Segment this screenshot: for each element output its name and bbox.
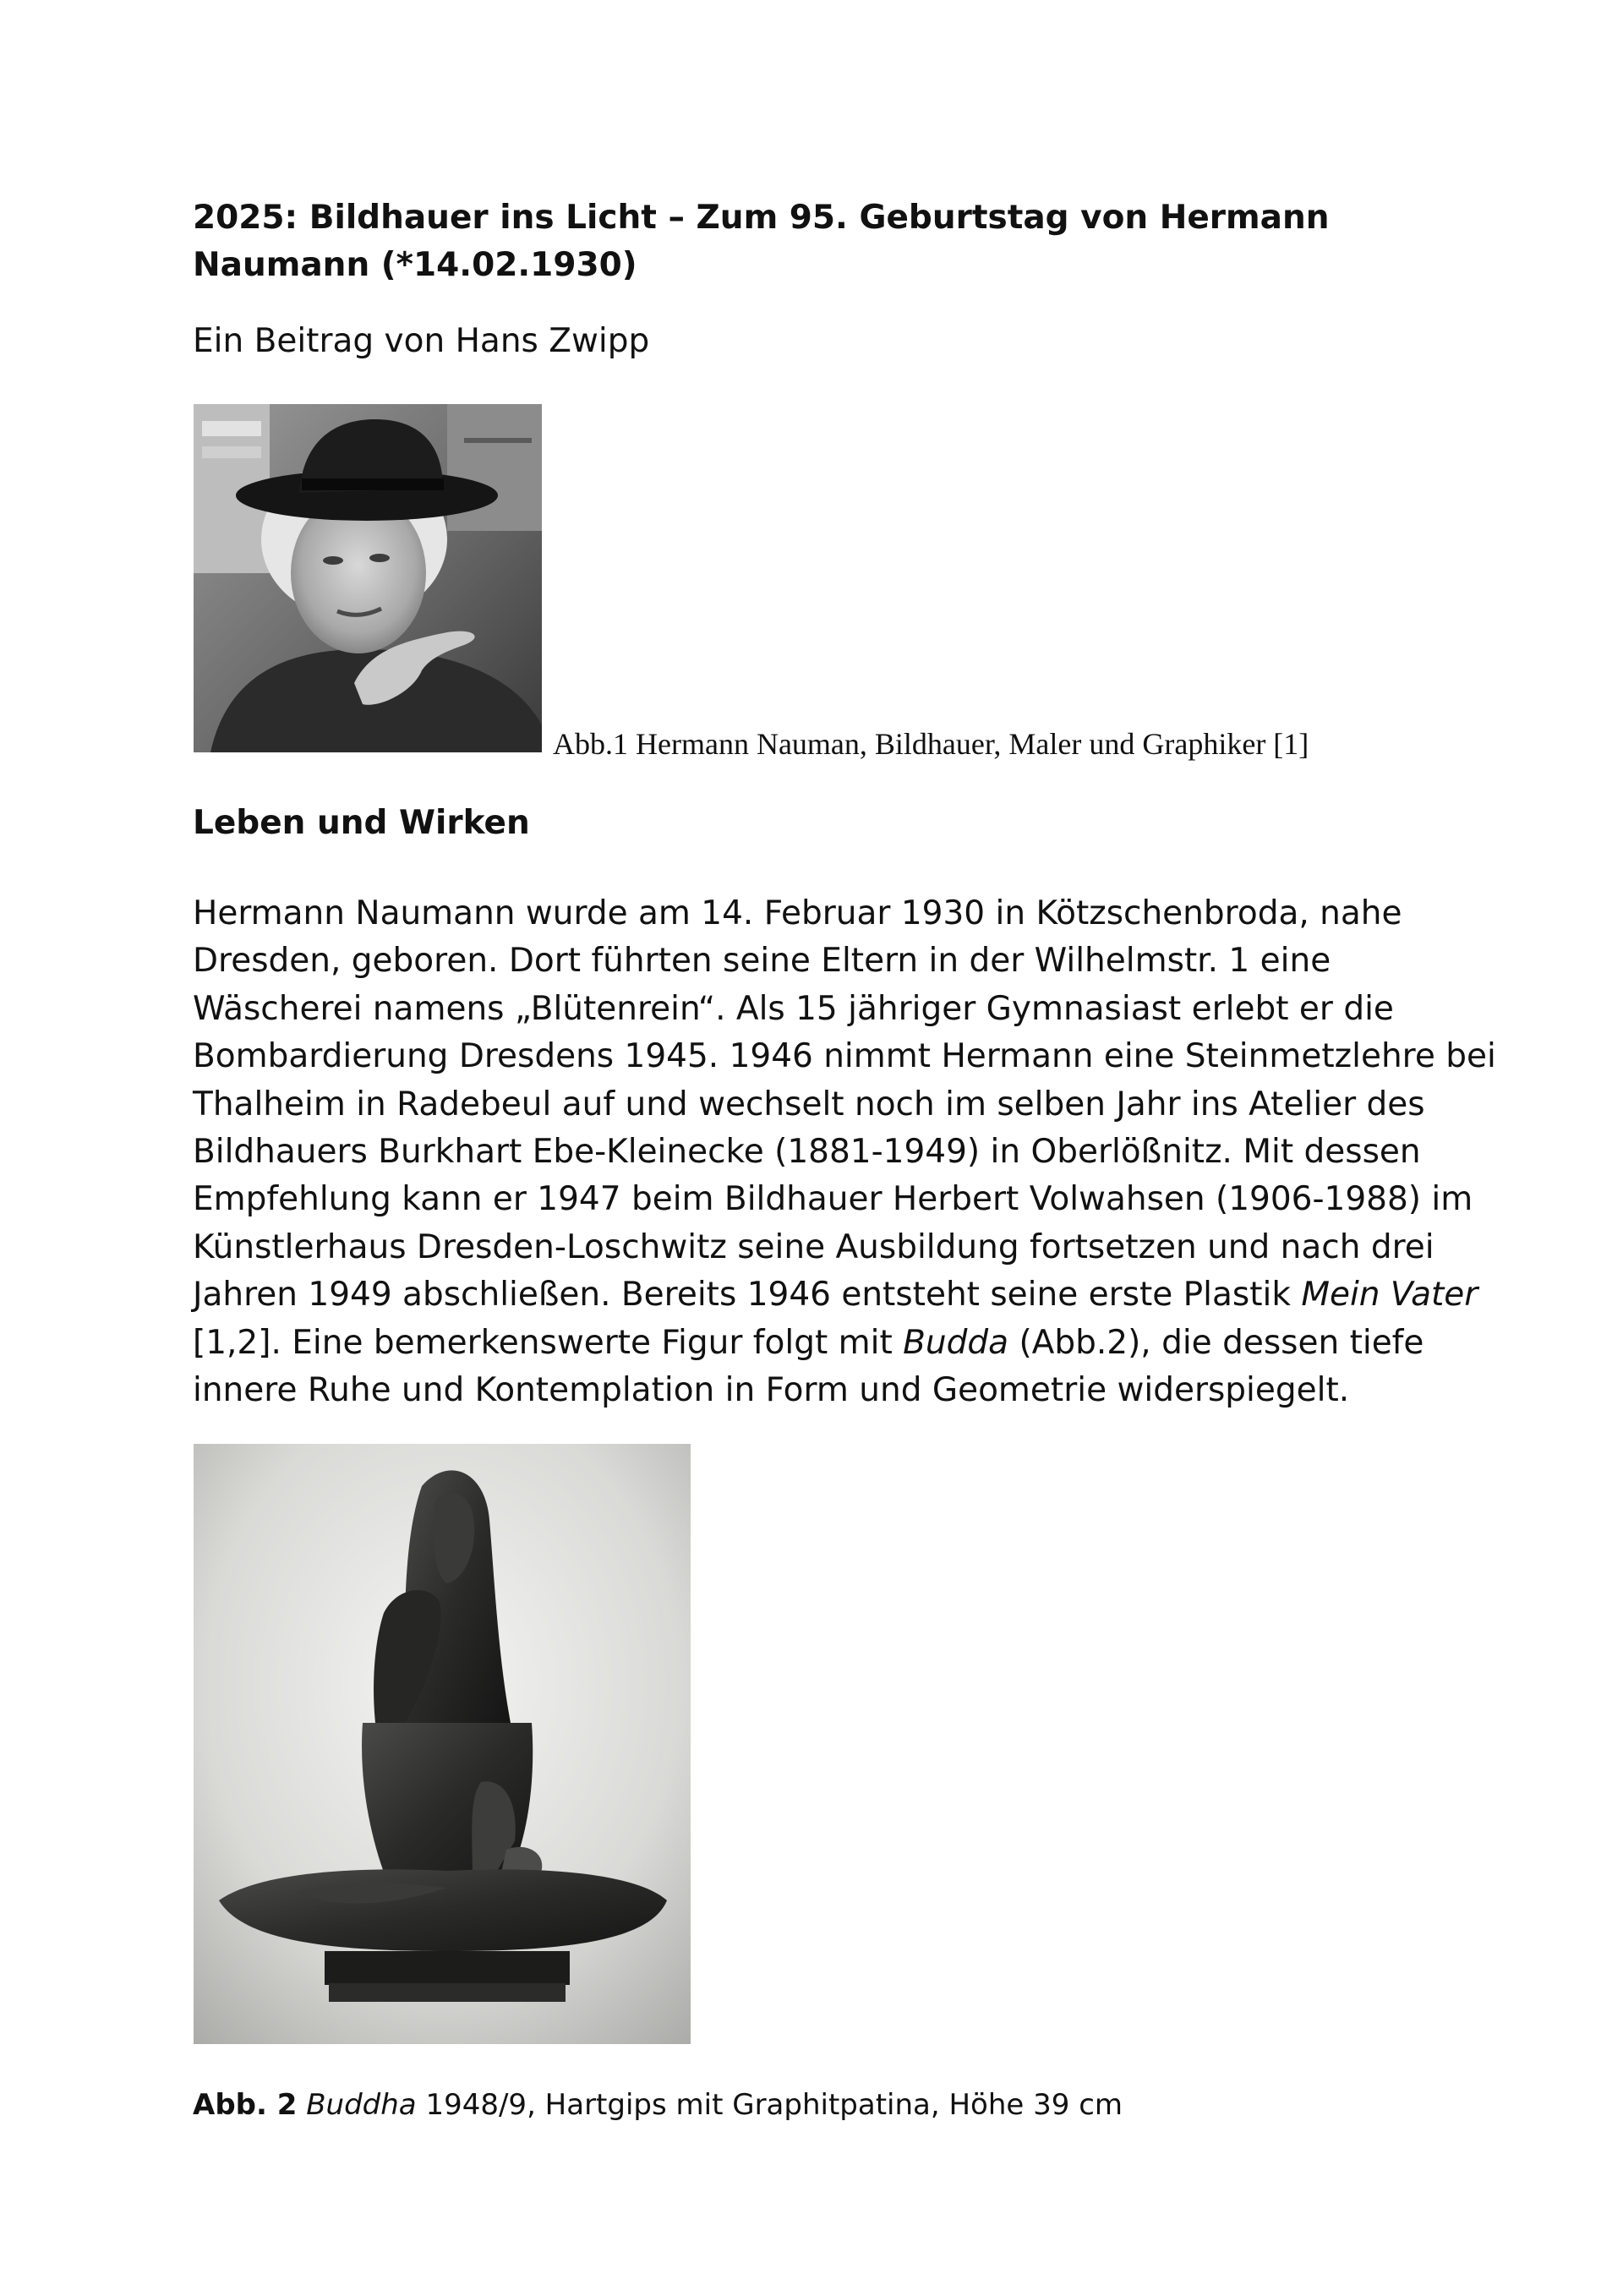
sculpture-photo: [194, 1444, 691, 2044]
section-heading: Leben und Wirken: [193, 804, 530, 842]
figure-2-caption: [193, 2085, 1123, 2125]
figure-2-label: Abb. 2: [193, 2088, 298, 2122]
paragraph-line: Bombardierung Dresdens 1945. 1946 nimmt Hermann eine Steinmetzlehre bei: [193, 1037, 1496, 1076]
line-text: [1,2]. Eine bemerkenswerte Figur folgt mit: [193, 1323, 904, 1362]
figure-1-caption: Abb.1 Hermann Nauman, Bildhauer, Maler und Graphiker [1]: [553, 727, 1309, 761]
body-paragraph: [193, 890, 1496, 1414]
paragraph-line: innere Ruhe und Kontemplation in Form und Geometrie widerspiegelt.: [193, 1371, 1350, 1410]
line-text: (Abb.2), die dessen tiefe: [1008, 1323, 1424, 1362]
figure-2-details: 1948/9, Hartgips mit Graphitpatina, Höhe 39 cm: [416, 2088, 1123, 2122]
paragraph-line: Dresden, geboren. Dort führten seine Eltern in der Wilhelmstr. 1 eine: [193, 942, 1331, 981]
paragraph-line: [193, 1271, 1478, 1319]
article-title: 2025: Bildhauer ins Licht – Zum 95. Geburtstag von Hermann Naumann (*14.02.1930): [193, 199, 1330, 284]
paragraph-line: Wäscherei namens „Blütenrein“. Als 15 jähriger Gymnasiast erlebt er die: [193, 989, 1394, 1028]
paragraph-line: [193, 1320, 1444, 1367]
figure-2-title: Buddha: [306, 2088, 417, 2122]
paragraph-line: Thalheim in Radebeul auf und wechselt noch im selben Jahr ins Atelier des: [193, 1085, 1425, 1123]
work-title-mein-vater: Mein Vater: [1301, 1276, 1478, 1315]
paragraph-line: Bildhauers Burkhart Ebe-Kleinecke (1881-1949) in Oberlößnitz. Mit dessen: [193, 1133, 1421, 1172]
paragraph-line: Künstlerhaus Dresden-Loschwitz seine Ausbildung fortsetzen und nach drei: [193, 1227, 1434, 1266]
line-text: Jahren 1949 abschließen. Bereits 1946 entsteht seine erste Plastik: [193, 1276, 1302, 1315]
paragraph-line: Empfehlung kann er 1947 beim Bildhauer Herbert Volwahsen (1906-1988) im: [193, 1180, 1473, 1219]
article-byline: Ein Beitrag von Hans Zwipp: [193, 322, 650, 360]
paragraph-line: Hermann Naumann wurde am 14. Februar 1930 in Kötzschenbroda, nahe: [193, 894, 1402, 932]
work-title-budda: Budda: [903, 1323, 1009, 1362]
portrait-photo: [194, 404, 542, 752]
